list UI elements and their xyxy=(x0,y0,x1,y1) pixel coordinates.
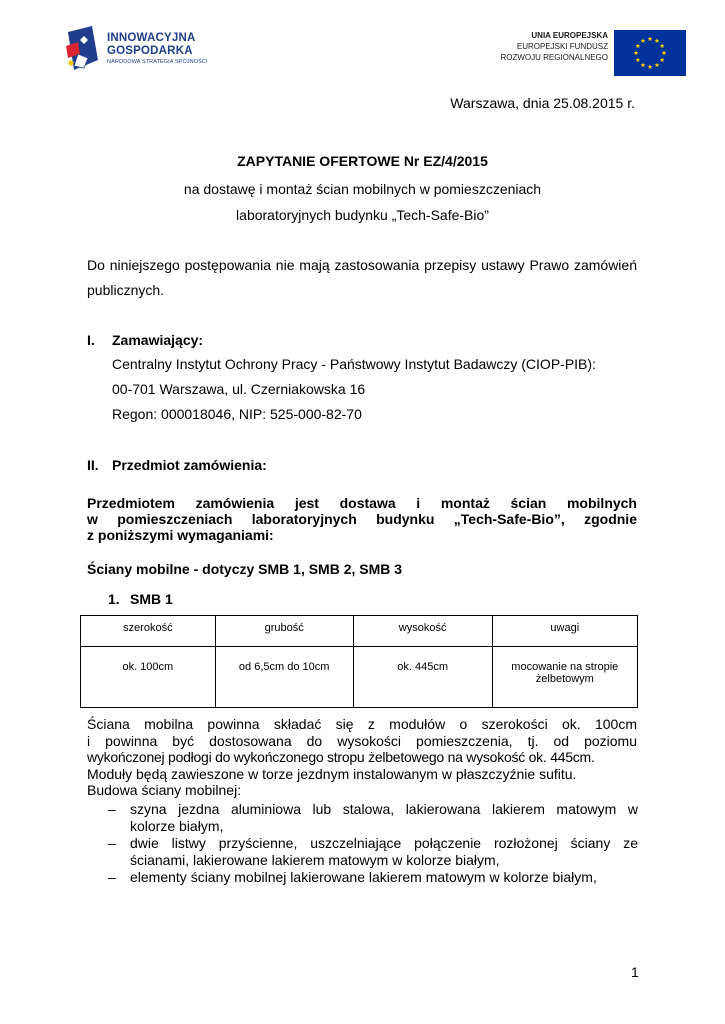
wall-description-line: Budowa ściany mobilnej: xyxy=(87,782,242,798)
list-item-line: ścianami, lakierowane lakierem matowym w kolorze białym, xyxy=(130,851,500,868)
walls-heading: Ściany mobilne - dotyczy SMB 1, SMB 2, SMB 3 xyxy=(87,561,403,577)
eu-logo-line2: EUROPEJSKI FUNDUSZ xyxy=(516,42,608,51)
list-item-line: elementy ściany mobilnej lakierowane lakierem matowym w kolorze białym, xyxy=(130,869,597,885)
orderer-name: Centralny Instytut Ochrony Pracy - Państwowy Instytut Badawczy (CIOP-PIB): xyxy=(112,356,596,372)
ig-logo-mark-icon xyxy=(64,24,100,74)
document-date: Warszawa, dnia 25.08.2015 r. xyxy=(450,95,635,111)
wall-description-line: wykończonej podłogi do wykończonego stropu żelbetowego na wysokość ok. 445cm. xyxy=(87,749,595,765)
table-header-cell: grubość xyxy=(215,616,353,647)
list-dash: – xyxy=(108,801,116,817)
table-cell: ok. 445cm xyxy=(353,647,492,708)
eu-logo xyxy=(468,30,688,76)
list-item-line: szyna jezdna aluminiowa lub stalowa, lakierowana lakierem matowym w xyxy=(130,801,638,817)
wall-description-line: Ściana mobilna powinna składać się z modułów o szerokości ok. 100cm xyxy=(87,716,637,732)
ig-logo-line2: GOSPODARKA xyxy=(107,45,193,57)
table-header-row xyxy=(81,616,638,647)
eu-logo-text xyxy=(500,30,608,63)
ig-logo-line1: INNOWACYJNA xyxy=(107,32,196,44)
order-description xyxy=(87,495,637,543)
eu-logo-line1: UNIA EUROPEJSKA xyxy=(531,31,608,40)
table-cell: ok. 100cm xyxy=(81,647,216,708)
wall-description-line: Moduły będą zawieszone w torze jezdnym instalowanym w płaszczyźnie sufitu. xyxy=(87,765,577,782)
section1-heading: Zamawiający: xyxy=(112,332,204,348)
list-dash: – xyxy=(108,835,116,851)
table-header-cell: wysokość xyxy=(353,616,492,647)
table-cell: od 6,5cm do 10cm xyxy=(215,647,353,708)
list-item-line: kolorze białym, xyxy=(130,817,224,834)
item-label: SMB 1 xyxy=(130,591,173,607)
wall-description-line: i powinna być dostosowana do wysokości pomieszczenia, tj. od poziomu xyxy=(87,732,637,749)
innowacyjna-gospodarka-logo xyxy=(64,24,234,74)
item-number: 1. xyxy=(108,591,120,607)
eu-logo-line3: ROZWOJU REGIONALNEGO xyxy=(500,53,608,62)
eu-flag-icon xyxy=(614,30,686,76)
orderer-address: 00-701 Warszawa, ul. Czerniakowska 16 xyxy=(112,381,366,397)
table-header-cell: szerokość xyxy=(81,616,216,647)
section1-number: I. xyxy=(87,332,95,348)
intro-paragraph: Do niniejszego postępowania nie mają zastosowania przepisy ustawy Prawo zamówień publicznych. xyxy=(87,257,637,298)
specification-table xyxy=(80,615,638,708)
list-dash: – xyxy=(108,869,116,885)
document-subtitle-line1: na dostawę i montaż ścian mobilnych w pomieszczeniach xyxy=(183,181,542,197)
order-description-line2: w pomieszczeniach laboratoryjnych budynku „Tech-Safe-Bio”, zgodnie xyxy=(87,511,637,527)
ig-logo-line3: NARODOWA STRATEGIA SPÓJNOŚCI xyxy=(107,59,208,65)
document-subtitle-line2: laboratoryjnych budynku „Tech-Safe-Bio” xyxy=(236,207,489,223)
section2-heading: Przedmiot zamówienia: xyxy=(112,457,267,473)
page-number: 1 xyxy=(631,964,639,980)
table-cell: mocowanie na stropie żelbetowym xyxy=(492,647,637,708)
table-row xyxy=(81,647,638,708)
table-header-cell: uwagi xyxy=(492,616,637,647)
section2-number: II. xyxy=(87,457,99,473)
order-description-line3: z poniższymi wymaganiami: xyxy=(87,527,274,543)
orderer-ids: Regon: 000018046, NIP: 525-000-82-70 xyxy=(112,406,362,422)
list-item-line: dwie listwy przyścienne, uszczelniające połączenie rozłożonej ściany ze xyxy=(130,835,638,851)
wall-description xyxy=(87,716,637,799)
document-title: ZAPYTANIE OFERTOWE Nr EZ/4/2015 xyxy=(237,153,488,169)
order-description-line1: Przedmiotem zamówienia jest dostawa i montaż ścian mobilnych xyxy=(87,495,637,511)
